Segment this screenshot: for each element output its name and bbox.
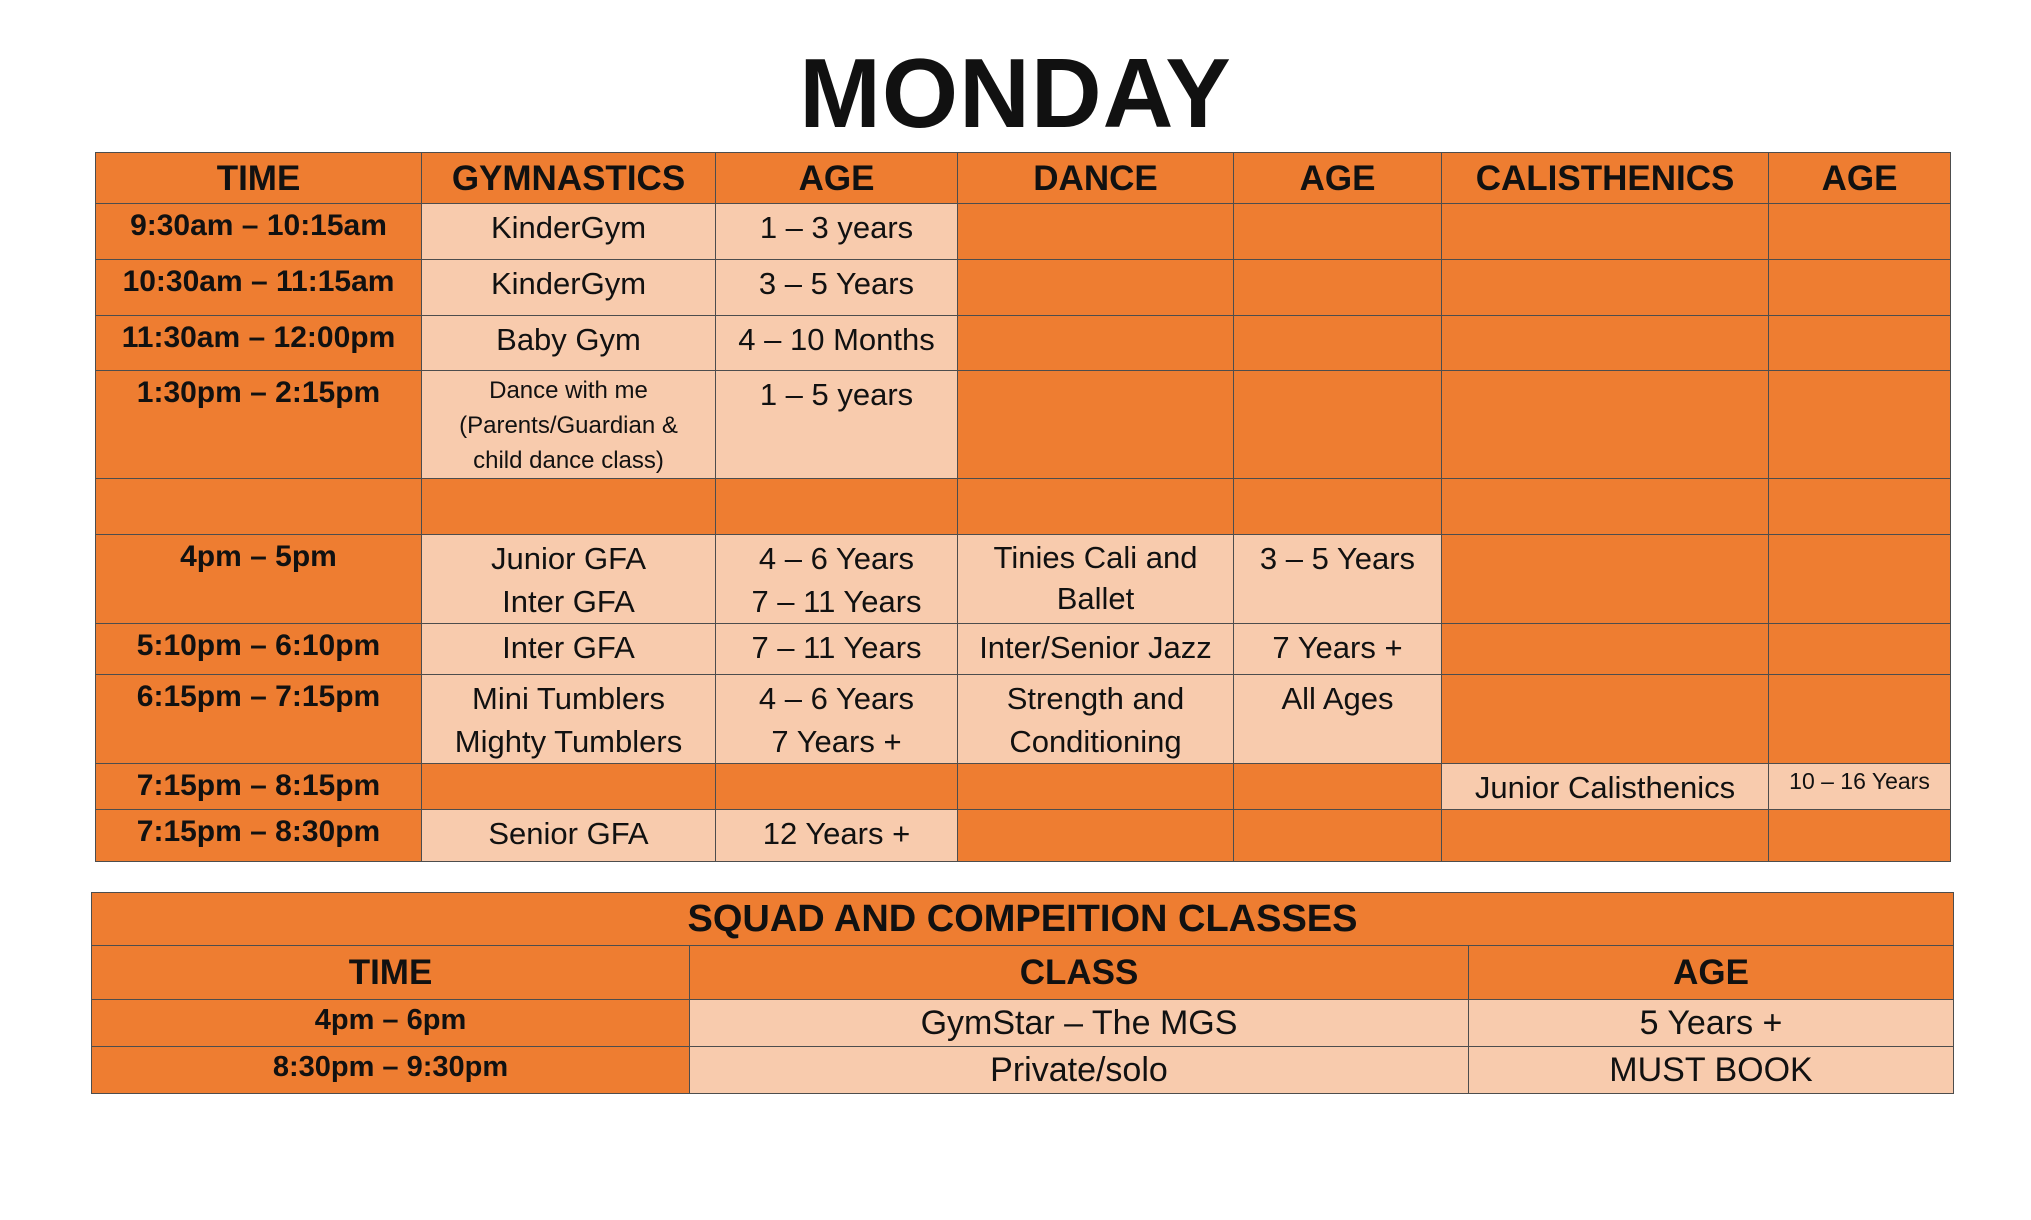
class-name-line: Mini Tumblers — [472, 681, 665, 716]
class-name: Inter GFA — [502, 630, 635, 665]
calisthenics-age-cell — [1769, 371, 1951, 479]
gymnastics-age-cell — [716, 624, 958, 675]
calisthenics-age-cell — [1769, 810, 1951, 862]
class-name-line: Inter GFA — [502, 584, 635, 619]
table-row — [96, 764, 1951, 810]
age-cell: MUST BOOK — [1469, 1047, 1954, 1094]
dance-age-cell — [1234, 624, 1442, 675]
age-range: 1 – 5 years — [759, 377, 914, 412]
dance-cell — [958, 479, 1234, 535]
gymnastics-age-cell — [716, 316, 958, 371]
time-cell: 9:30am – 10:15am — [96, 204, 422, 260]
table-row — [96, 675, 1951, 764]
dance-age-cell — [1234, 371, 1442, 479]
dance-cell — [958, 624, 1234, 675]
class-name: KinderGym — [490, 266, 647, 301]
class-name-line: Junior GFA — [490, 541, 647, 576]
age-range: 4 – 6 Years — [758, 681, 915, 716]
gymnastics-cell — [422, 371, 716, 479]
dance-age-cell — [1234, 260, 1442, 316]
table-row — [96, 479, 1951, 535]
calisthenics-cell — [1442, 260, 1769, 316]
gymnastics-age-cell — [716, 260, 958, 316]
header-calisthenics: CALISTHENICS — [1442, 153, 1769, 204]
calisthenics-age-cell — [1769, 675, 1951, 764]
table-row — [96, 810, 1951, 862]
age-cell: 5 Years + — [1469, 1000, 1954, 1047]
calisthenics-cell — [1442, 535, 1769, 624]
calisthenics-cell — [1442, 675, 1769, 764]
age-range: 7 – 11 Years — [751, 584, 922, 619]
calisthenics-age-cell — [1769, 316, 1951, 371]
dance-age-cell — [1234, 810, 1442, 862]
calisthenics-cell — [1442, 316, 1769, 371]
class-name: KinderGym — [490, 210, 647, 245]
calisthenics-cell — [1442, 371, 1769, 479]
class-name-line: child dance class) — [473, 447, 664, 474]
gymnastics-cell — [422, 316, 716, 371]
calisthenics-age-cell — [1769, 764, 1951, 810]
time-cell: 8:30pm – 9:30pm — [92, 1047, 690, 1094]
calisthenics-age-cell — [1769, 204, 1951, 260]
calisthenics-age-cell — [1769, 479, 1951, 535]
table-row — [92, 1000, 1954, 1047]
header-dance: DANCE — [958, 153, 1234, 204]
page-title: MONDAY — [799, 38, 1232, 148]
header-gymnastics: GYMNASTICS — [422, 153, 716, 204]
squad-title-row — [92, 893, 1954, 946]
class-name-line: Tinies Cali and — [993, 540, 1198, 575]
calisthenics-age-cell — [1769, 260, 1951, 316]
class-name: Baby Gym — [496, 322, 641, 357]
time-cell: 7:15pm – 8:15pm — [96, 764, 422, 810]
time-cell: 4pm – 5pm — [96, 535, 422, 624]
gymnastics-age-cell — [716, 764, 958, 810]
time-cell: 11:30am – 12:00pm — [96, 316, 422, 371]
gymnastics-age-cell — [716, 810, 958, 862]
age-range: 12 Years + — [762, 816, 911, 851]
calisthenics-cell — [1442, 764, 1769, 810]
schedule-table — [95, 152, 1951, 862]
gymnastics-cell — [422, 624, 716, 675]
dance-cell — [958, 675, 1234, 764]
age-range: 10 – 16 Years — [1789, 768, 1930, 794]
class-name-line: Conditioning — [1009, 724, 1182, 759]
dance-cell — [958, 260, 1234, 316]
age-range: 3 – 5 Years — [1259, 541, 1416, 576]
table-row — [96, 535, 1951, 624]
gymnastics-age-cell — [716, 204, 958, 260]
time-cell: 10:30am – 11:15am — [96, 260, 422, 316]
table-row — [96, 316, 1951, 371]
dance-age-cell — [1234, 764, 1442, 810]
header-time: TIME — [96, 153, 422, 204]
class-name-line: Mighty Tumblers — [454, 724, 683, 759]
age-range: 3 – 5 Years — [758, 266, 915, 301]
table-row — [96, 260, 1951, 316]
dance-cell — [958, 535, 1234, 624]
dance-cell — [958, 316, 1234, 371]
dance-age-cell — [1234, 535, 1442, 624]
gymnastics-age-cell — [716, 371, 958, 479]
squad-header-time: TIME — [92, 946, 690, 1000]
age-range: 7 Years + — [771, 724, 902, 759]
class-cell: Private/solo — [690, 1047, 1469, 1094]
gymnastics-age-cell — [716, 535, 958, 624]
time-cell: 7:15pm – 8:30pm — [96, 810, 422, 862]
header-calisthenics-age: AGE — [1769, 153, 1951, 204]
gymnastics-cell — [422, 535, 716, 624]
age-range: 1 – 3 years — [759, 210, 914, 245]
class-name-line: Dance with me — [489, 377, 648, 404]
class-name: Inter/Senior Jazz — [979, 630, 1212, 665]
age-range: 4 – 10 Months — [738, 322, 935, 357]
table-row — [92, 1047, 1954, 1094]
calisthenics-cell — [1442, 479, 1769, 535]
header-gymnastics-age: AGE — [716, 153, 958, 204]
gymnastics-cell — [422, 810, 716, 862]
class-name-line: Strength and — [1006, 681, 1185, 716]
time-cell: 6:15pm – 7:15pm — [96, 675, 422, 764]
dance-cell — [958, 764, 1234, 810]
schedule-header-row — [96, 153, 1951, 204]
class-name: Junior Calisthenics — [1474, 770, 1736, 805]
age-range: All Ages — [1281, 681, 1394, 716]
table-row — [96, 624, 1951, 675]
gymnastics-age-cell — [716, 675, 958, 764]
gymnastics-cell — [422, 204, 716, 260]
gymnastics-cell — [422, 675, 716, 764]
calisthenics-cell — [1442, 810, 1769, 862]
dance-cell — [958, 810, 1234, 862]
class-name-line: (Parents/Guardian & — [459, 412, 678, 439]
dance-cell — [958, 371, 1234, 479]
dance-age-cell — [1234, 479, 1442, 535]
gymnastics-age-cell — [716, 479, 958, 535]
class-cell: GymStar – The MGS — [690, 1000, 1469, 1047]
calisthenics-age-cell — [1769, 624, 1951, 675]
time-cell: 1:30pm – 2:15pm — [96, 371, 422, 479]
squad-header-row — [92, 946, 1954, 1000]
squad-header-age: AGE — [1469, 946, 1954, 1000]
squad-table — [91, 892, 1954, 1094]
gymnastics-cell — [422, 479, 716, 535]
squad-title: SQUAD AND COMPEITION CLASSES — [92, 893, 1954, 946]
squad-header-class: CLASS — [690, 946, 1469, 1000]
time-cell: 5:10pm – 6:10pm — [96, 624, 422, 675]
table-row — [96, 371, 1951, 479]
table-row — [96, 204, 1951, 260]
age-range: 7 Years + — [1272, 630, 1403, 665]
calisthenics-cell — [1442, 624, 1769, 675]
dance-age-cell — [1234, 316, 1442, 371]
class-name-line: Ballet — [1056, 581, 1135, 616]
class-name: Senior GFA — [488, 816, 649, 851]
gymnastics-cell — [422, 260, 716, 316]
calisthenics-age-cell — [1769, 535, 1951, 624]
age-range: 4 – 6 Years — [758, 541, 915, 576]
gymnastics-cell — [422, 764, 716, 810]
dance-age-cell — [1234, 204, 1442, 260]
time-cell: 4pm – 6pm — [92, 1000, 690, 1047]
calisthenics-cell — [1442, 204, 1769, 260]
age-range: 7 – 11 Years — [751, 630, 922, 665]
time-cell — [96, 479, 422, 535]
dance-cell — [958, 204, 1234, 260]
header-dance-age: AGE — [1234, 153, 1442, 204]
dance-age-cell — [1234, 675, 1442, 764]
